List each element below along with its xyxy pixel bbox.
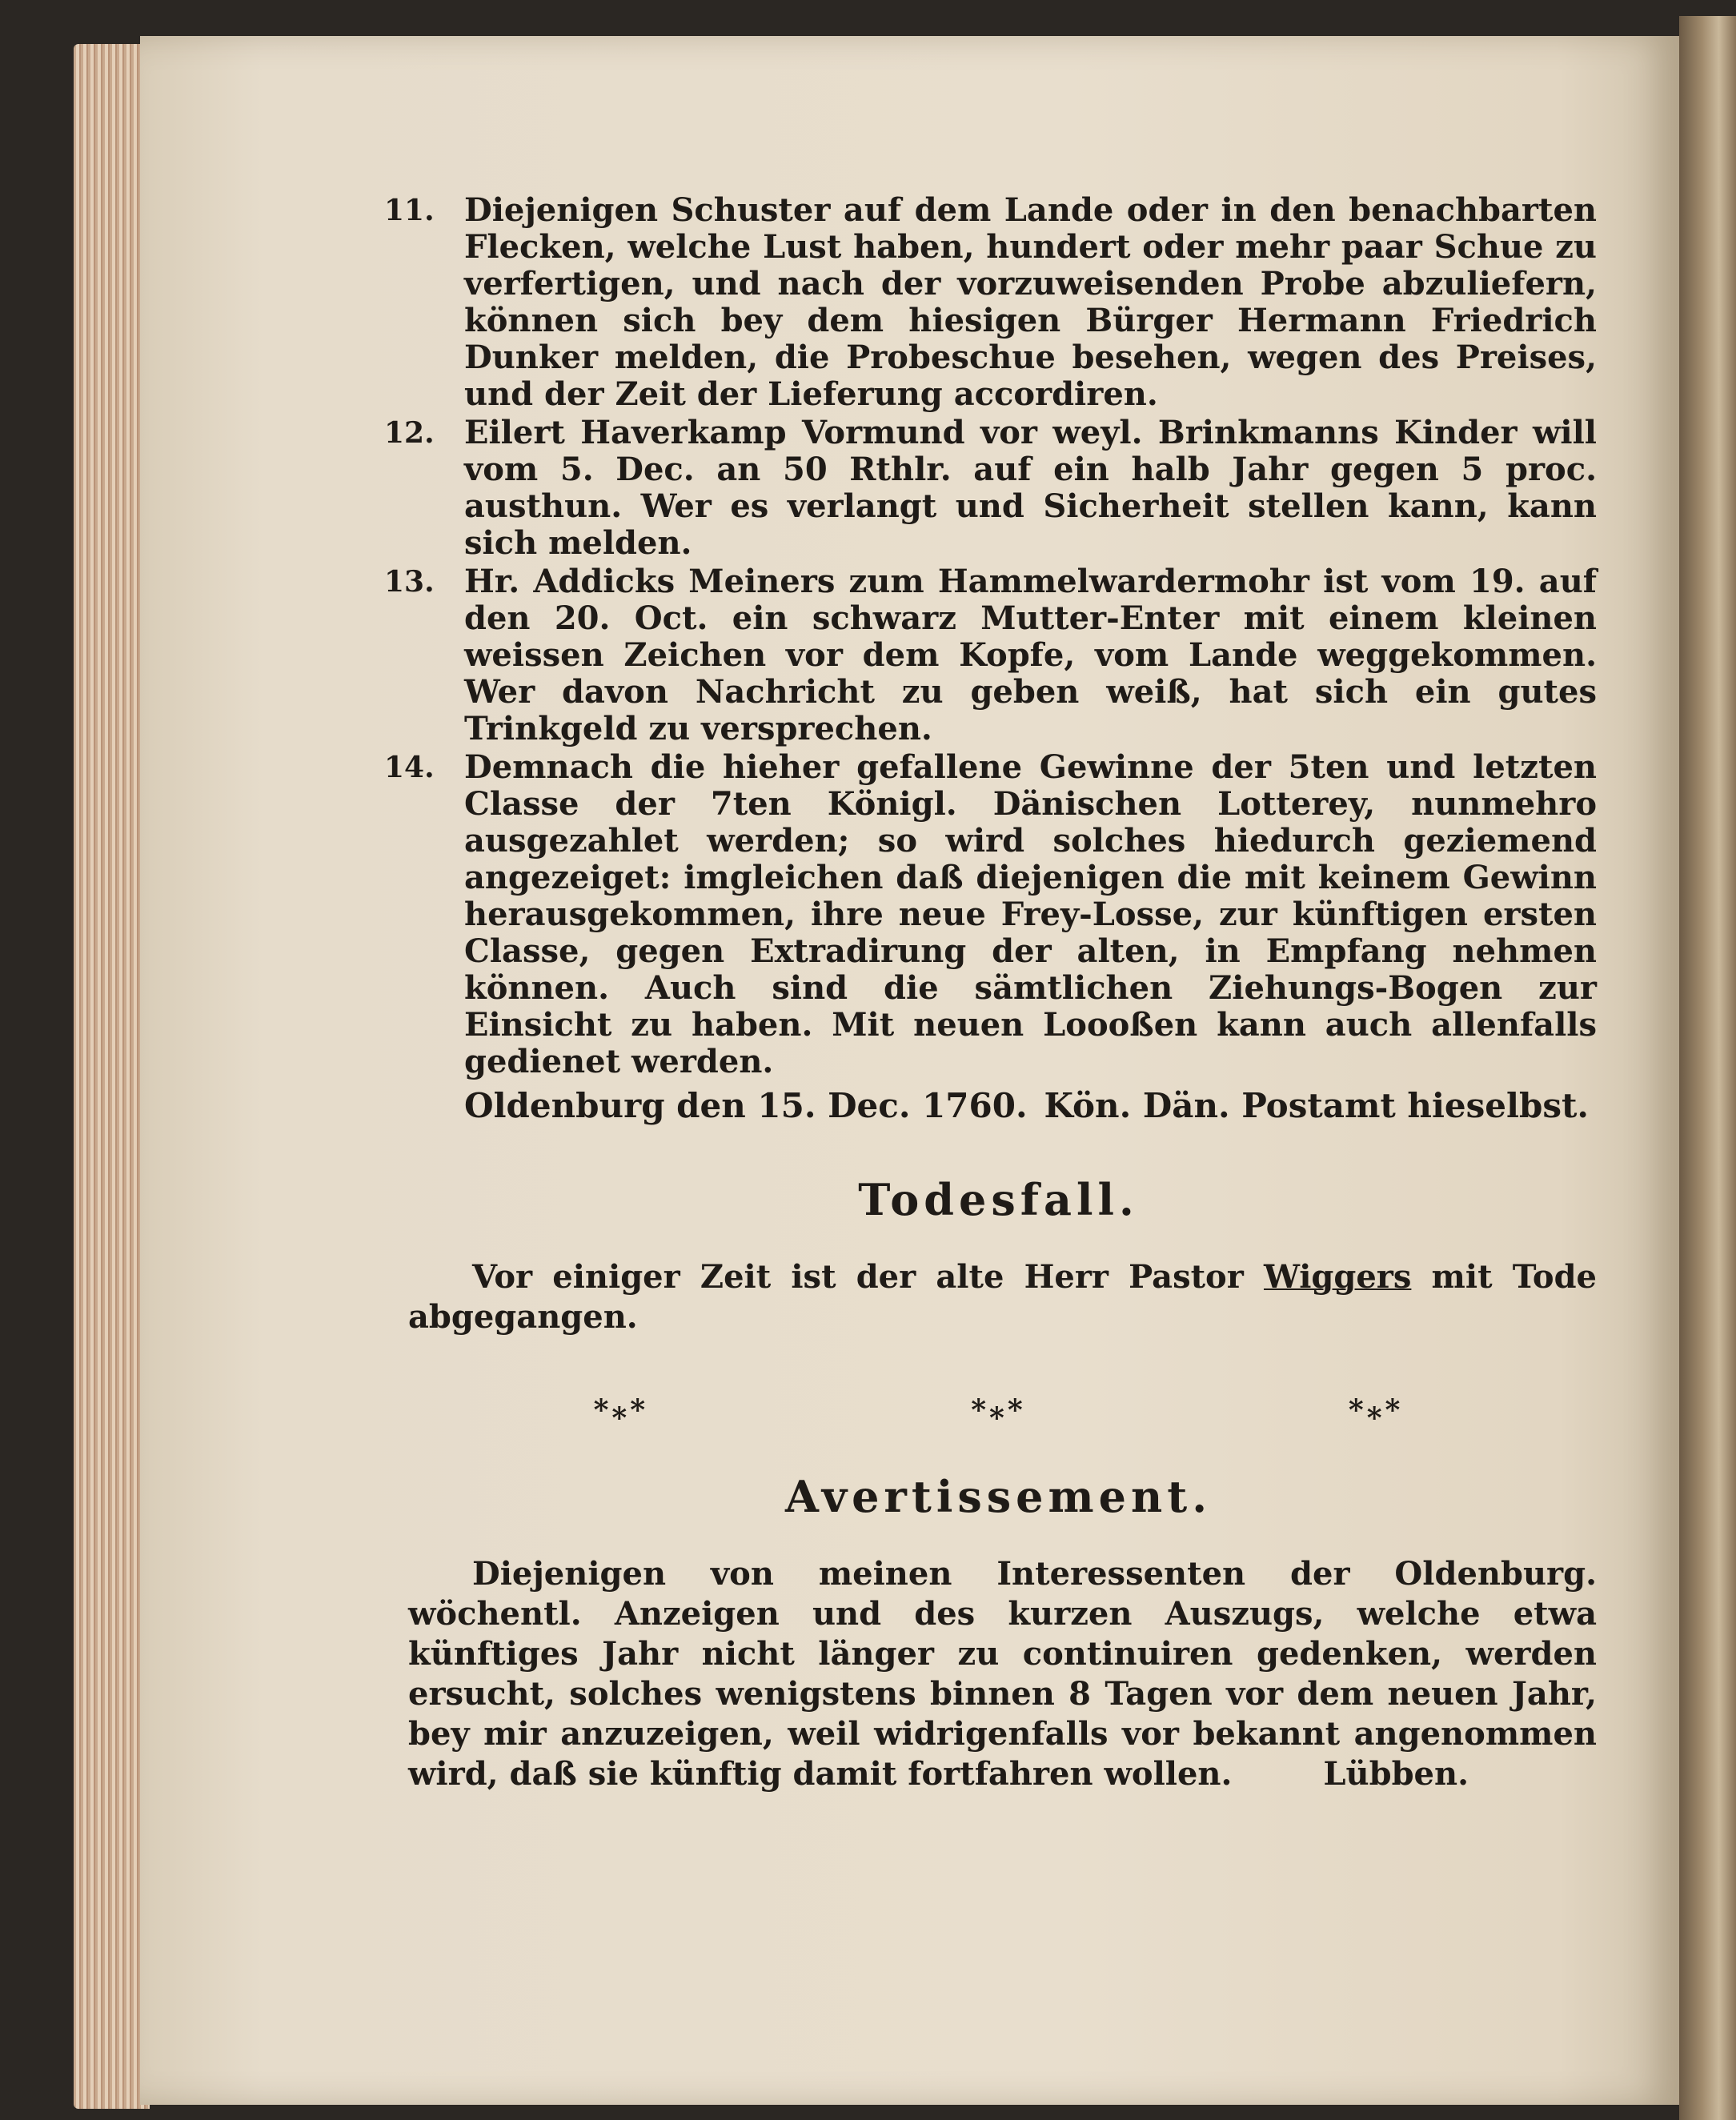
- publisher-signature: Lübben.: [1323, 1755, 1469, 1793]
- notice-text: Diejenigen Schuster auf dem Lande oder in den benachbarten Flecken, welche Lust haben, hundert oder mehr paar Schue zu verfertigen, und nach der vorzuweisenden Probe abzuliefern, können sich bey dem hiesigen Bürger Hermann Friedrich Dunker melden, die Probeschue besehen, wegen des Preises, und der Zeit der Lieferung accordiren.: [464, 191, 1597, 413]
- avertissement-text: Diejenigen von meinen Interessenten der Oldenburg. wöchentl. Anzeigen und des kurzen Auszugs, welche etwa künftiges Jahr nicht länger zu continuiren gedenken, werden ersucht, solches wenigstens binnen 8 Tagen vor dem neuen Jahr, bey mir anzuzeigen, weil widrigenfalls vor bekannt angenommen wird, daß sie künftig damit fortfahren wollen.: [408, 1555, 1597, 1793]
- notice-item: [384, 191, 1597, 413]
- notice-number: 11.: [384, 194, 435, 227]
- asterism: *⁎*: [1348, 1393, 1404, 1427]
- book-gutter: [1679, 16, 1736, 2120]
- post-office-signature: Kön. Dän. Postamt hieselbst.: [1044, 1086, 1589, 1125]
- notice-text: Demnach die hieher gefallene Gewinne der 5ten und letzten Classe der 7ten Königl. Dänischen Lotterey, nunmehro ausgezahlet werden; so wird solches hiedurch geziemend angezeiget: imgleichen daß diejenigen die mit keinem Gewinn herausgekommen, ihre neue Frey-Losse, zur künftigen ersten Classe, gegen Extradirung der alten, in Empfang nehmen können. Auch sind die sämtlichen Ziehungs-Bogen zur Einsicht zu haben. Mit neuen Loooßen kann auch allenfalls gedienet werden.: [464, 748, 1597, 1080]
- death-notice-text-before: Vor einiger Zeit ist der alte Herr Pastor: [472, 1258, 1264, 1296]
- notice-text: Hr. Addicks Meiners zum Hammelwardermohr ist vom 19. auf den 20. Oct. ein schwarz Mutter-Enter mit einem kleinen weissen Zeichen vor dem Kopfe, vom Lande weggekommen. Wer davon Nachricht zu geben weiß, hat sich ein gutes Trinkgeld zu versprechen.: [464, 563, 1597, 747]
- notice-text: Eilert Haverkamp Vormund vor weyl. Brinkmanns Kinder will vom 5. Dec. an 50 Rthlr. auf ein halb Jahr gegen 5 proc. austhun. Wer es verlangt und Sicherheit stellen kann, kann sich melden.: [464, 414, 1597, 562]
- pastor-name: Wiggers: [1263, 1258, 1412, 1296]
- death-notice-text-after: mit Tode abgegangen.: [408, 1258, 1597, 1336]
- death-notice-paragraph: [408, 1257, 1597, 1337]
- page-text: [384, 191, 1597, 1794]
- place-date: Oldenburg den 15. Dec. 1760.: [464, 1086, 1028, 1125]
- section-heading-todesfall: Todesfall.: [858, 1174, 1139, 1225]
- asterism: *⁎*: [971, 1393, 1026, 1427]
- notice-item: [384, 748, 1597, 1080]
- notice-number: 13.: [384, 565, 435, 599]
- avertissement-paragraph: [408, 1554, 1597, 1794]
- notice-item: [384, 414, 1597, 562]
- notice-number: 12.: [384, 416, 435, 450]
- signature-line: [464, 1082, 1597, 1130]
- asterism: *⁎*: [593, 1393, 649, 1427]
- section-heading-avertissement: Avertissement.: [784, 1471, 1212, 1522]
- page-edges: [74, 44, 150, 2109]
- notice-number: 14.: [384, 751, 435, 784]
- notice-item: [384, 563, 1597, 747]
- asterism-divider: [432, 1393, 1565, 1427]
